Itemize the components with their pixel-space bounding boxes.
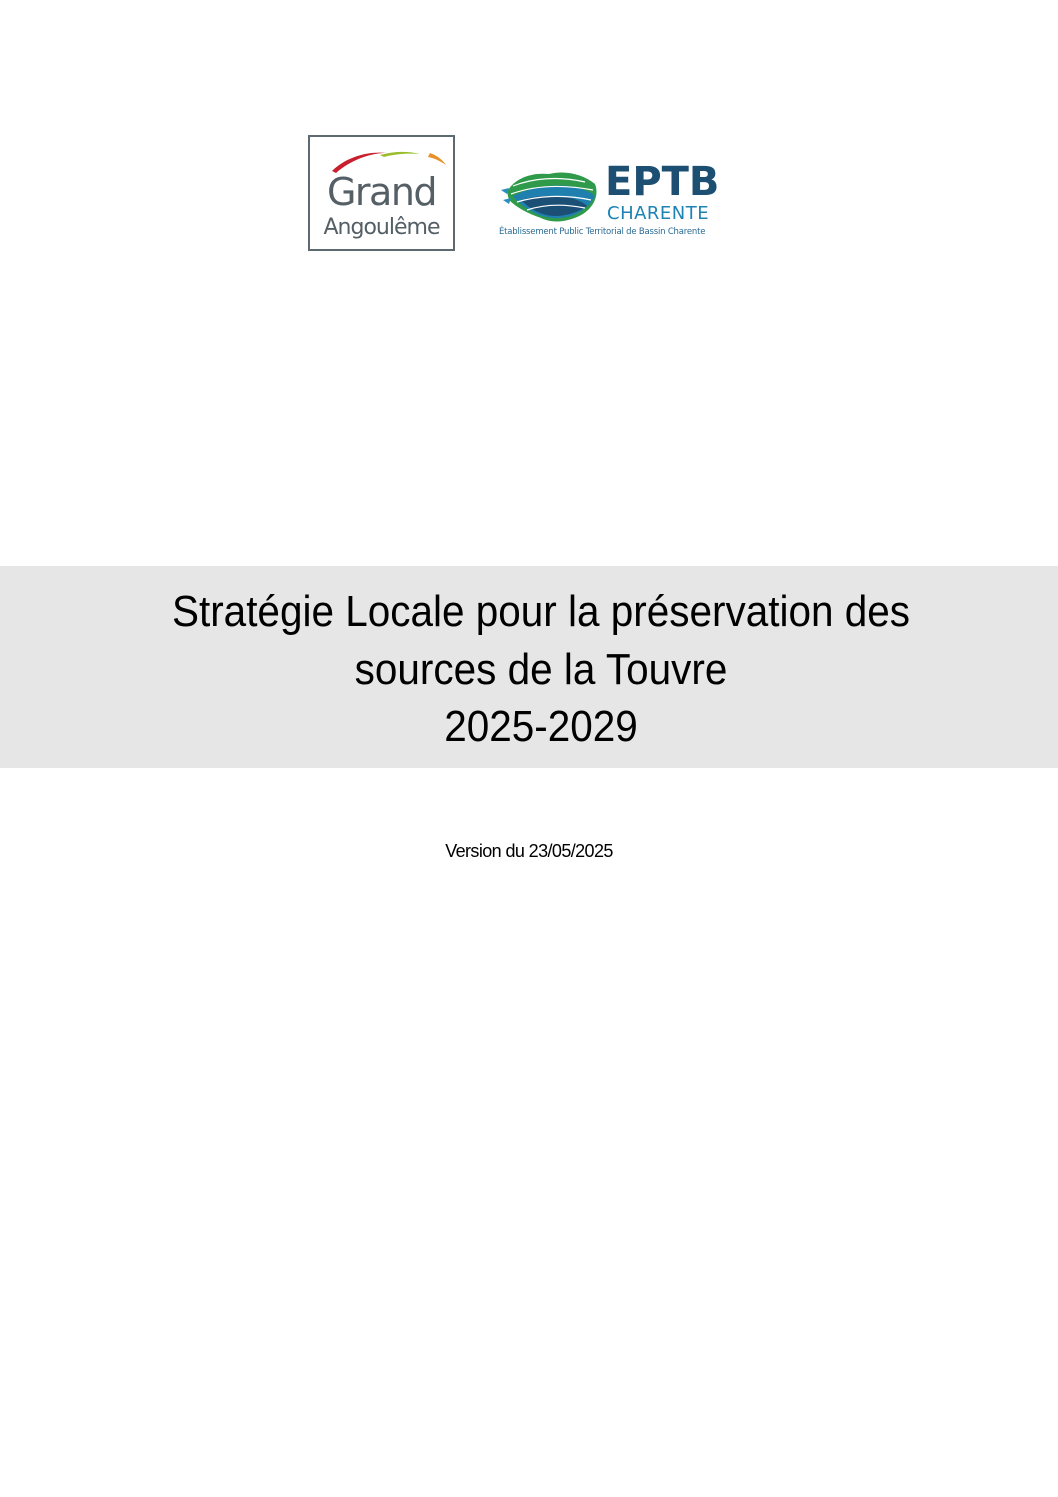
grand-angouleme-logo-line1: Grand [326,170,437,214]
document-title-line2: sources de la Touvre [354,645,728,694]
eptb-logo-title: EPTB [605,159,720,205]
grand-angouleme-logo [308,135,455,251]
document-title-period: 2025-2029 [444,702,638,751]
eptb-logo-subtitle: CHARENTE [607,203,710,224]
eptb-basin-map-icon [499,166,603,226]
grand-angouleme-logo-line2: Angoulême [323,215,440,240]
document-title-band [0,566,1058,768]
document-title-line1: Stratégie Locale pour la préservation des [171,587,911,636]
eptb-logo-tagline: Établissement Public Territorial de Bassin Charente [499,227,706,237]
document-version-date: Version du 23/05/2025 [445,841,613,861]
eptb-charente-logo [497,160,737,242]
